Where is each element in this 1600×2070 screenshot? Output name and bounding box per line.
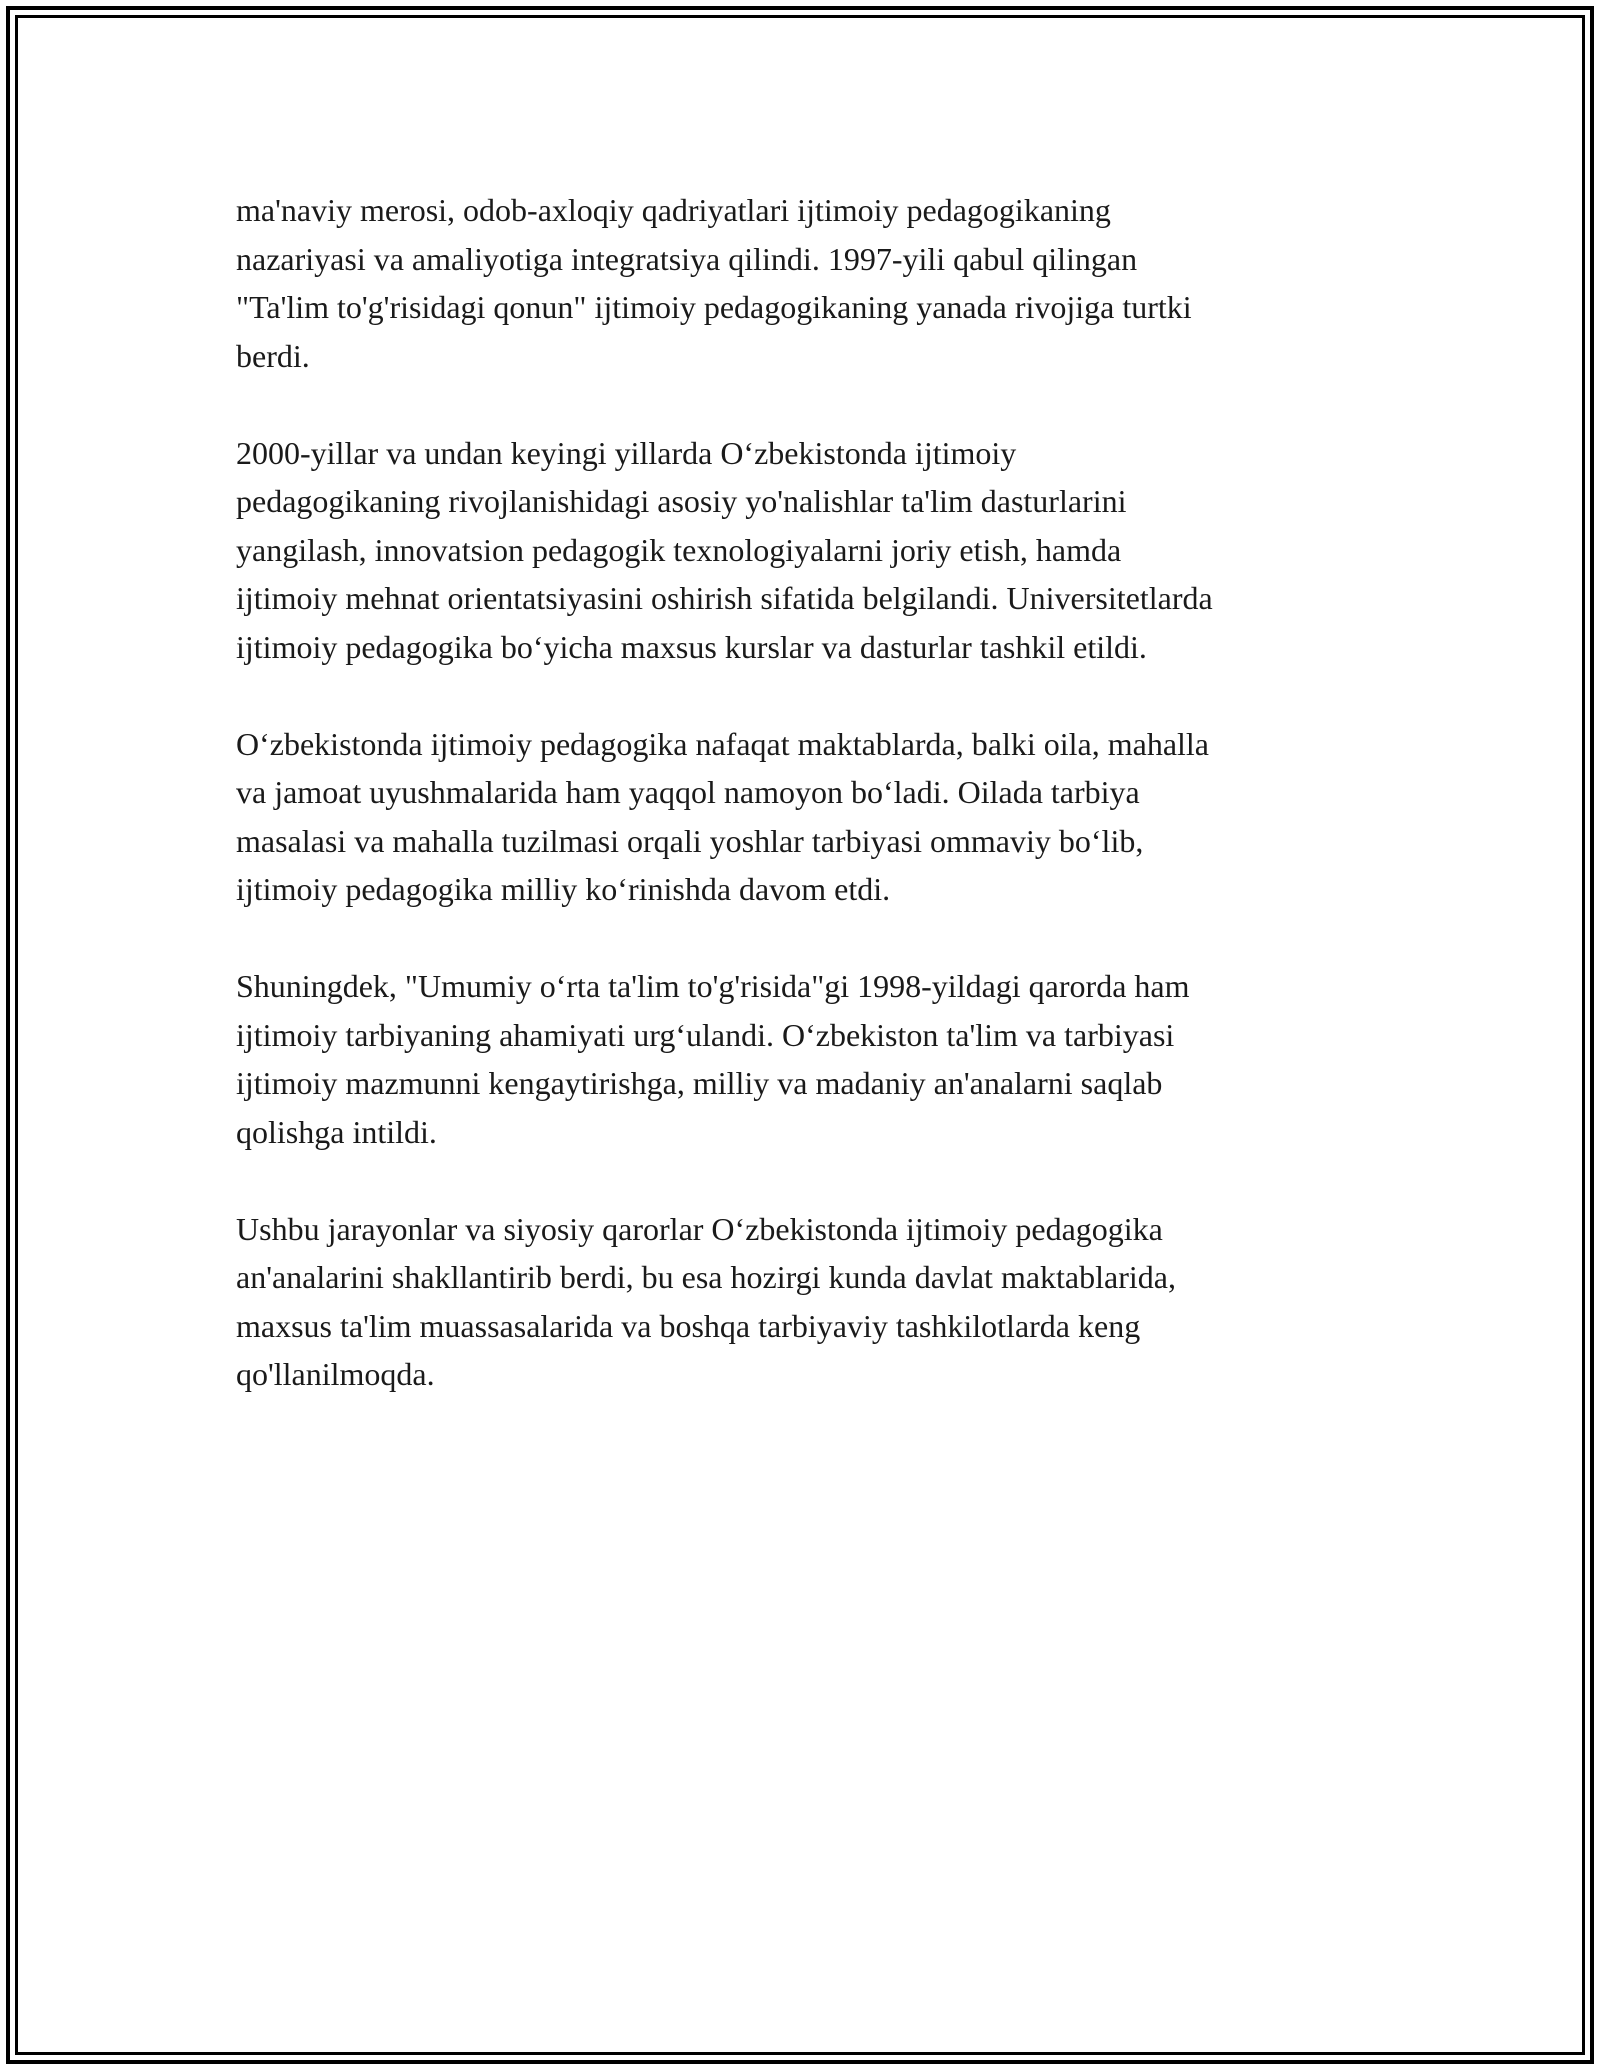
text-line: masalasi va mahalla tuzilmasi orqali yoshlar tarbiyasi ommaviy bo‘lib, <box>236 822 1144 859</box>
text-line: ijtimoiy mazmunni kengaytirishga, milliy va madaniy an'analarni saqlab <box>236 1065 1163 1101</box>
paragraph-4 <box>236 962 1376 1156</box>
document-body <box>236 186 1376 1447</box>
text-line: pedagogikaning rivojlanishidagi asosiy yo'nalishlar ta'lim dasturlarini <box>236 483 1127 519</box>
text-line: Shuningdek, "Umumiy o‘rta ta'lim to'g'risida"gi 1998-yildagi qarorda ham <box>236 968 1190 1004</box>
text-line: ijtimoiy tarbiyaning ahamiyati urg‘ulandi. O‘zbekiston ta'lim va tarbiyasi <box>236 1016 1175 1053</box>
paragraph-2 <box>236 429 1376 672</box>
text-line: "Ta'lim to'g'risidagi qonun" ijtimoiy pedagogikaning yanada rivojiga turtki <box>236 289 1192 325</box>
text-line: nazariyasi va amaliyotiga integratsiya qilindi. 1997-yili qabul qilingan <box>236 240 1138 277</box>
text-line: ijtimoiy pedagogika bo‘yicha maxsus kurslar va dasturlar tashkil etildi. <box>236 628 1147 665</box>
text-line: qolishga intildi. <box>236 1113 437 1150</box>
text-line: O‘zbekistonda ijtimoiy pedagogika nafaqat maktablarda, balki oila, mahalla <box>236 725 1209 762</box>
text-line: ijtimoiy mehnat orientatsiyasini oshirish sifatida belgilandi. Universitetlarda <box>236 580 1213 616</box>
paragraph-5 <box>236 1205 1376 1399</box>
text-line: ma'naviy merosi, odob-axloqiy qadriyatlari ijtimoiy pedagogikaning <box>236 192 1111 228</box>
text-line: maxsus ta'lim muassasalarida va boshqa tarbiyaviy tashkilotlarda keng <box>236 1307 1141 1344</box>
text-line: an'analarini shakllantirib berdi, bu esa hozirgi kunda davlat maktablarida, <box>236 1259 1176 1295</box>
text-line: yangilash, innovatsion pedagogik texnologiyalarni joriy etish, hamda <box>236 531 1122 568</box>
paragraph-3 <box>236 720 1376 914</box>
text-line: 2000-yillar va undan keyingi yillarda O‘zbekistonda ijtimoiy <box>236 434 1017 471</box>
text-line: qo'llanilmoqda. <box>236 1356 435 1392</box>
paragraph-1 <box>236 186 1376 380</box>
text-line: va jamoat uyushmalarida ham yaqqol namoyon bo‘ladi. Oilada tarbiya <box>236 774 1140 810</box>
text-line: ijtimoiy pedagogika milliy ko‘rinishda davom etdi. <box>236 871 891 907</box>
text-line: berdi. <box>236 337 310 374</box>
text-line: Ushbu jarayonlar va siyosiy qarorlar O‘zbekistonda ijtimoiy pedagogika <box>236 1210 1163 1247</box>
